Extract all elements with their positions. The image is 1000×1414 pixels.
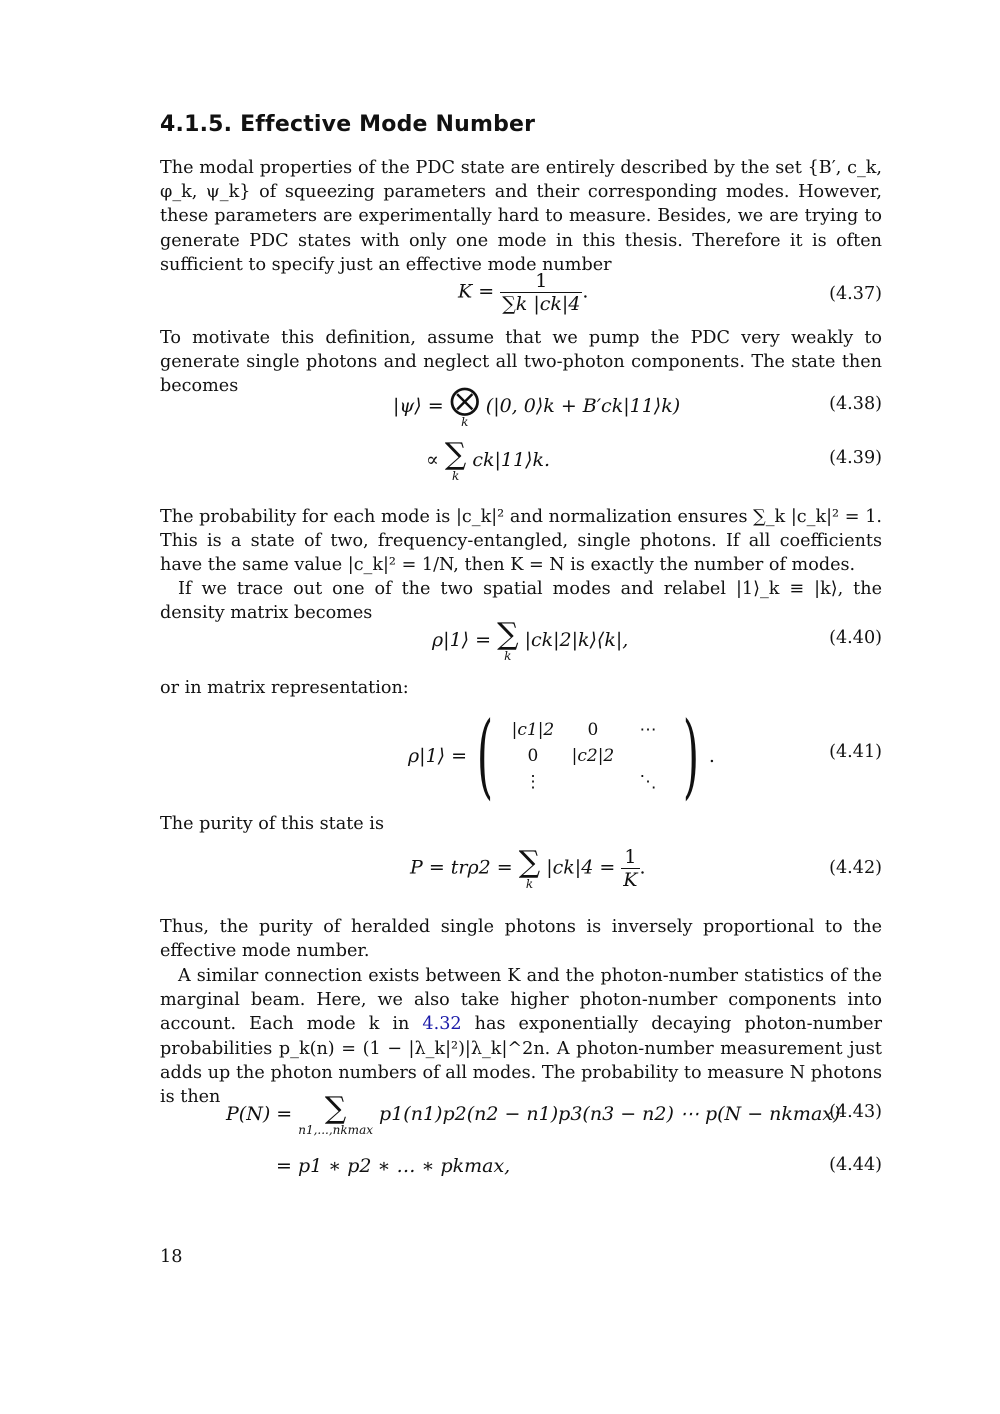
paragraph-intro: The modal properties of the PDC state are entirely described by the set {B′, c_k, φ_k, ψ_k} of squeezing parameters and their corresponding modes. However, these parameters are experimentally hard to measure. Besides, we are trying to generate PDC states with only one mode in this thesis. Therefore it is often sufficient to specify just an effective mode number	[160, 158, 882, 275]
equation-4-43: P(N) = ∑ n1,...,nkmax p1(n1)p2(n2 − n1)p3(n3 − n2) ⋯ p(N − nkmax) (4.43)	[226, 1091, 882, 1137]
equation-4-37: K = $\frac{1}{\sum k |ck|4}$ . (4.37)	[458, 270, 882, 315]
paragraph-probability: The probability for each mode is |c_k|² and normalization ensures ∑_k |c_k|² = 1. This is a state of two, frequency-entangled, single photons. If all coefficients have the same value |c_k|² = 1/N, then K = N is exactly the number of modes.	[160, 507, 882, 576]
equation-4-38: |ψ⟩ = ⨂ k (|0, 0⟩k + B′ck|11⟩k) (4.38)	[393, 383, 882, 429]
equation-reference-link[interactable]: 4.32	[422, 1014, 462, 1035]
section-heading: 4.1.5. Effective Mode Number	[160, 112, 536, 137]
paragraph-trace: If we trace out one of the two spatial modes and relabel |1⟩_k ≡ |k⟩, the density matrix becomes	[160, 579, 882, 624]
equation-4-44: = p1 ∗ p2 ∗ … ∗ pkmax, (4.44)	[276, 1155, 882, 1177]
paragraph-matrix-intro: or in matrix representation:	[160, 678, 409, 698]
page-number: 18	[160, 1247, 183, 1267]
paragraph-purity-intro: The purity of this state is	[160, 814, 384, 834]
equation-4-42: P = trρ2 = ∑ k |ck|4 = $\frac{1}{K}$ . (4.42)	[410, 844, 882, 891]
paragraph-motivation: To motivate this definition, assume that we pump the PDC very weakly to generate single photons and neglect all two-photon components. The state then becomes	[160, 328, 882, 397]
equation-number: (4.37)	[829, 284, 882, 304]
paragraph-photon-number: A similar connection exists between K and the photon-number statistics of the marginal beam. Here, we also take higher photon-number components into account. Each mode k in 4.32 has exponentially decaying photon-number probabilities p_k(n) = (1 − |λ_k|²)|λ_k|^2n. A photon-number measurement just adds up the photon numbers of all modes. The probability to measure N photons is then	[160, 966, 883, 1108]
equation-4-39: ∝ ∑ k ck|11⟩k. (4.39)	[426, 437, 882, 483]
paragraph-purity-conclusion: Thus, the purity of heralded single photons is inversely proportional to the effective mode number.	[160, 917, 882, 962]
equation-4-41: ρ|1⟩ = ( |c1|2 0 ⋯ 0 |c2|2 ⋮ ⋱ ) . (4.41)	[408, 702, 882, 809]
equation-4-40: ρ|1⟩ = ∑ k |ck|2|k⟩⟨k|, (4.40)	[432, 617, 882, 663]
density-matrix: |c1|2 0 ⋯ 0 |c2|2 ⋮ ⋱	[511, 720, 657, 792]
